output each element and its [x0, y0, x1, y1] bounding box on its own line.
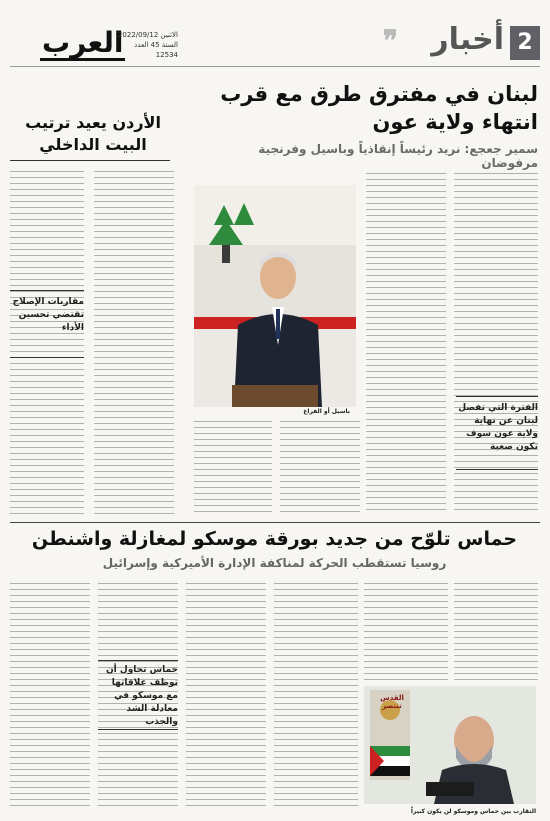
section-divider [10, 522, 540, 523]
lead-subhead: سمير جعجع: نريد رئيساً إنقاذياً وباسيل وفرنجية مرفوضان [258, 142, 538, 170]
side-pull-quote: مقاربات الإصلاح تقتضي تحسين الأداء [12, 297, 84, 333]
lead-text-column [194, 418, 272, 516]
second-text-column [186, 580, 266, 810]
second-headline: حماس تلوّح من جديد بورقة موسكو لمغازلة واشنطن [31, 528, 518, 550]
lead-text-column [366, 170, 446, 515]
second-text-column [10, 580, 90, 810]
poster-text: القدس تنتصر [380, 694, 404, 710]
lead-headline: لبنان في مفترق طرق مع قرب انتهاء ولاية عون [220, 82, 538, 134]
section-title: أخبار [431, 22, 504, 57]
second-text-column [454, 580, 538, 680]
side-text-column [94, 168, 174, 516]
lead-photo-caption: باسيل أو الفراغ [303, 408, 350, 415]
issue-number: السنة 45 العدد 12534 [134, 41, 178, 59]
lead-pull-quote: الفترة التي تفصل لبنان عن نهاية ولاية عون سوف تكون صعبة [458, 403, 538, 452]
side-story-rule [10, 160, 170, 161]
issue-meta [116, 30, 178, 60]
second-subhead: روسيا تستقطب الحركة لمناكفة الإدارة الأميركية وإسرائيل [102, 556, 447, 570]
second-text-column [274, 580, 358, 810]
side-story-headline: الأردن يعيد ترتيب البيت الداخلي [25, 113, 161, 154]
page-number: 2 [510, 26, 540, 60]
second-text-column [364, 580, 448, 680]
second-photo-caption: التقارب بين حماس وموسكو لن يكون كبيراً [410, 808, 536, 815]
issue-date: الاثنين 2022/09/12 [117, 31, 178, 39]
quote-mark-icon: ❞ [382, 24, 398, 57]
lead-photo [194, 185, 356, 407]
masthead-rule [10, 66, 540, 67]
second-pull-quote: حماس تحاول أن توظف علاقاتها مع موسكو في معادلة الشد والجذب [106, 665, 178, 727]
newspaper-logo: العرب [42, 26, 124, 59]
lead-text-column [280, 418, 360, 516]
